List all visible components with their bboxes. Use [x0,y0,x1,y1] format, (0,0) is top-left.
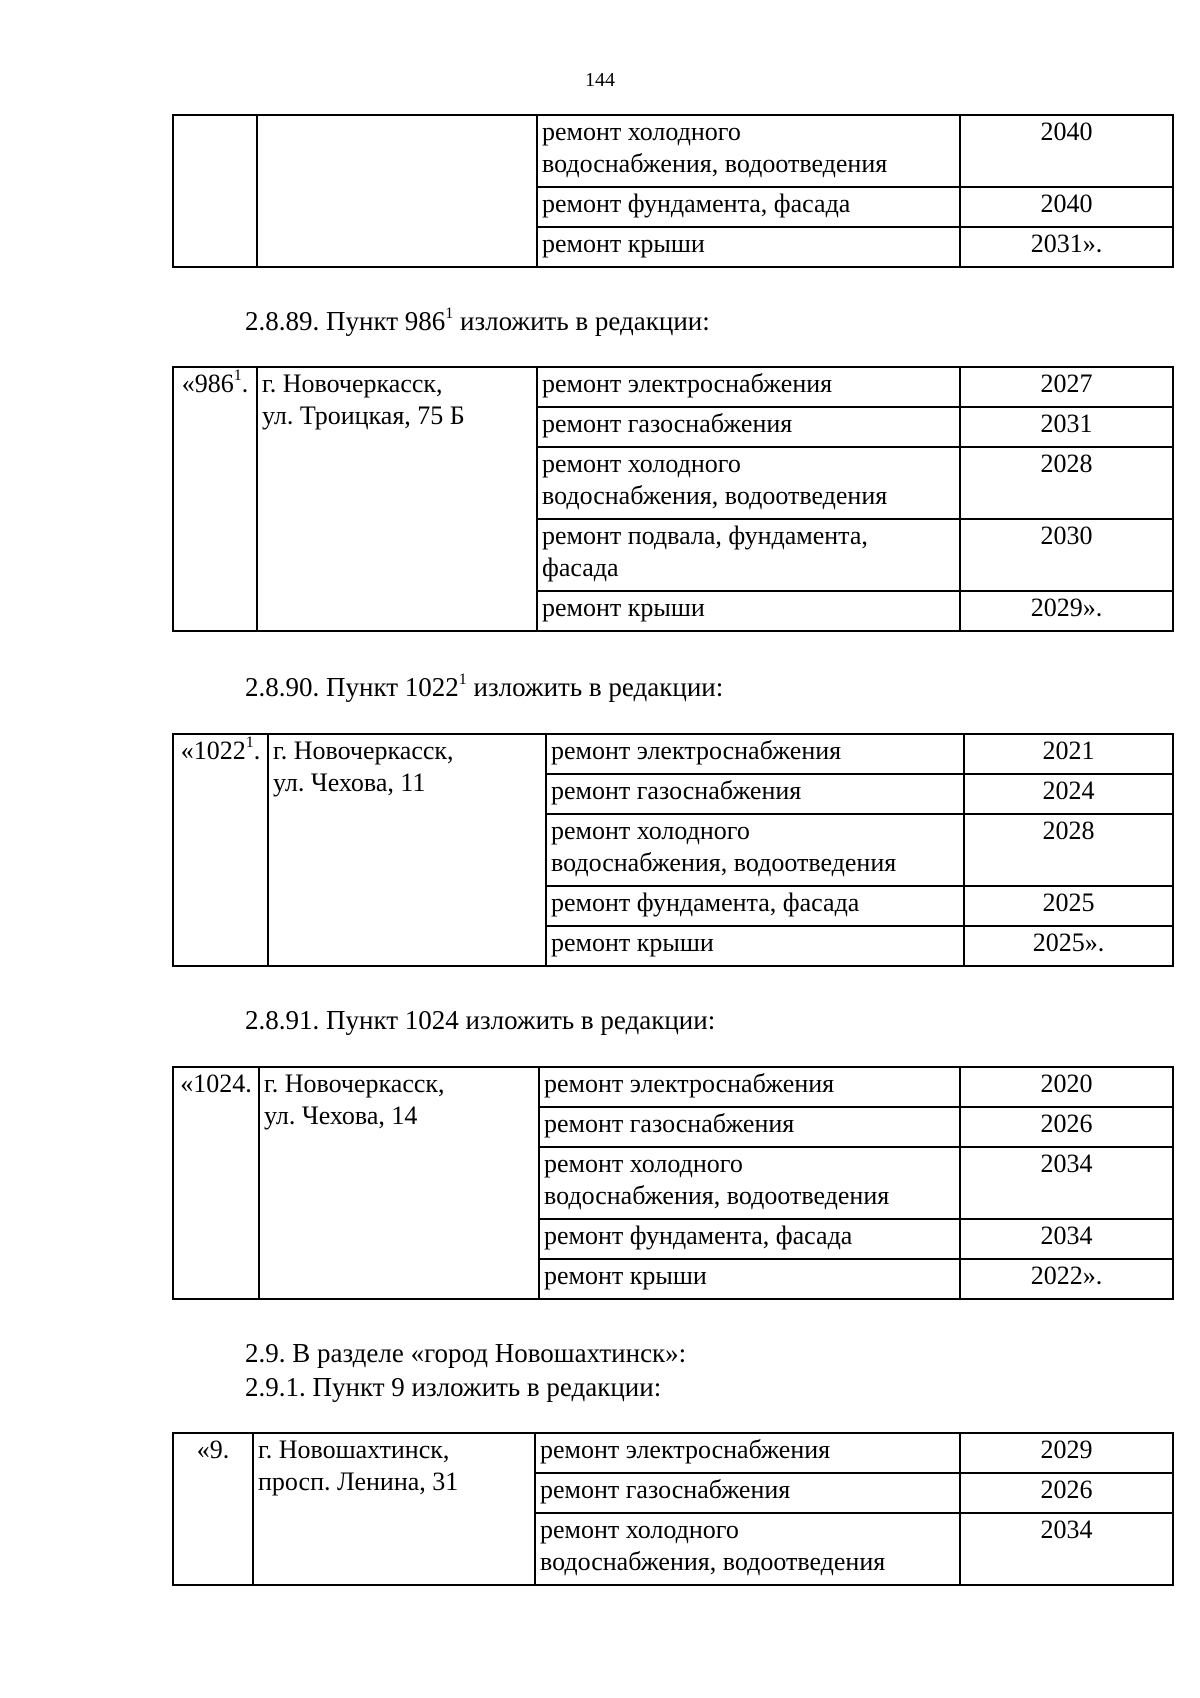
item-number-cell: «1022$^1$. [173,734,268,966]
work-cell: ремонт холодного водоснабжения, водоотведения [535,1513,960,1585]
year-cell: 2029». [960,591,1173,631]
paragraph-2-8-89: 2.8.89. Пункт $986^1$ изложить в редакции: [245,305,710,336]
work-cell: ремонт электроснабжения [535,1433,960,1473]
table-item-1024 [172,1066,1174,1300]
item-number-cell: «$986^1$. [173,367,257,631]
table-row [173,734,1173,774]
address-cell: г. Новочеркасск, ул. Троицкая, 75 Б [257,367,537,631]
year-cell: 2040 [960,187,1173,227]
year-cell: 2034 [960,1513,1173,1585]
year-cell: 2025 [964,886,1173,926]
work-cell: ремонт крыши [537,591,960,631]
year-cell: 2026 [960,1473,1173,1513]
year-cell: 2034 [960,1147,1173,1219]
year-cell: 2021 [964,734,1173,774]
page-number: 144 [585,69,615,91]
paragraph-2-9: 2.9. В разделе «город Новошахтинск»: [245,1338,687,1368]
paragraph-2-9-1: 2.9.1. Пункт 9 изложить в редакции: [245,1372,662,1402]
year-cell: 2020 [960,1067,1173,1107]
year-cell: 2022». [960,1259,1173,1299]
table-row [173,367,1173,407]
work-cell: ремонт газоснабжения [546,774,964,814]
item-number-cell [173,115,257,267]
work-cell: ремонт холодного водоснабжения, водоотведения [539,1147,960,1219]
address-cell: г. Новочеркасск, ул. Чехова, 14 [259,1067,539,1299]
work-cell: ремонт газоснабжения [537,407,960,447]
item-number-cell: «1024. [173,1067,259,1299]
table-continuation [172,114,1174,268]
item-number-cell: «9. [173,1433,253,1585]
table-item-1022-1 [172,733,1174,967]
year-cell: 2028 [960,447,1173,519]
table-row [173,1067,1173,1107]
work-cell: ремонт крыши [537,227,960,267]
year-cell: 2024 [964,774,1173,814]
work-cell: ремонт крыши [546,926,964,966]
work-cell: ремонт холодного водоснабжения, водоотведения [537,115,960,187]
table-item-986-1 [172,366,1174,632]
table-item-9 [172,1432,1174,1586]
work-cell: ремонт фундамента, фасада [539,1219,960,1259]
work-cell: ремонт электроснабжения [537,367,960,407]
work-cell: ремонт фундамента, фасада [546,886,964,926]
year-cell: 2027 [960,367,1173,407]
work-cell: ремонт холодного водоснабжения, водоотведения [537,447,960,519]
work-cell: ремонт холодного водоснабжения, водоотведения [546,814,964,886]
table-row [173,1433,1173,1473]
year-cell: 2030 [960,519,1173,591]
work-cell: ремонт газоснабжения [535,1473,960,1513]
year-cell: 2031 [960,407,1173,447]
work-cell: ремонт газоснабжения [539,1107,960,1147]
year-cell: 2040 [960,115,1173,187]
year-cell: 2034 [960,1219,1173,1259]
year-cell: 2031». [960,227,1173,267]
address-cell [257,115,537,267]
work-cell: ремонт фундамента, фасада [537,187,960,227]
table-row [173,115,1173,187]
work-cell: ремонт электроснабжения [539,1067,960,1107]
work-cell: ремонт электроснабжения [546,734,964,774]
address-cell: г. Новочеркасск, ул. Чехова, 11 [268,734,546,966]
year-cell: 2029 [960,1433,1173,1473]
paragraph-2-8-91: 2.8.91. Пункт 1024 изложить в редакции: [245,1005,716,1035]
address-cell: г. Новошахтинск, просп. Ленина, 31 [253,1433,535,1585]
paragraph-2-8-90: 2.8.90. Пункт 1022$^1$ изложить в редакции: [245,671,724,702]
year-cell: 2026 [960,1107,1173,1147]
year-cell: 2028 [964,814,1173,886]
work-cell: ремонт крыши [539,1259,960,1299]
work-cell: ремонт подвала, фундамента, фасада [537,519,960,591]
year-cell: 2025». [964,926,1173,966]
